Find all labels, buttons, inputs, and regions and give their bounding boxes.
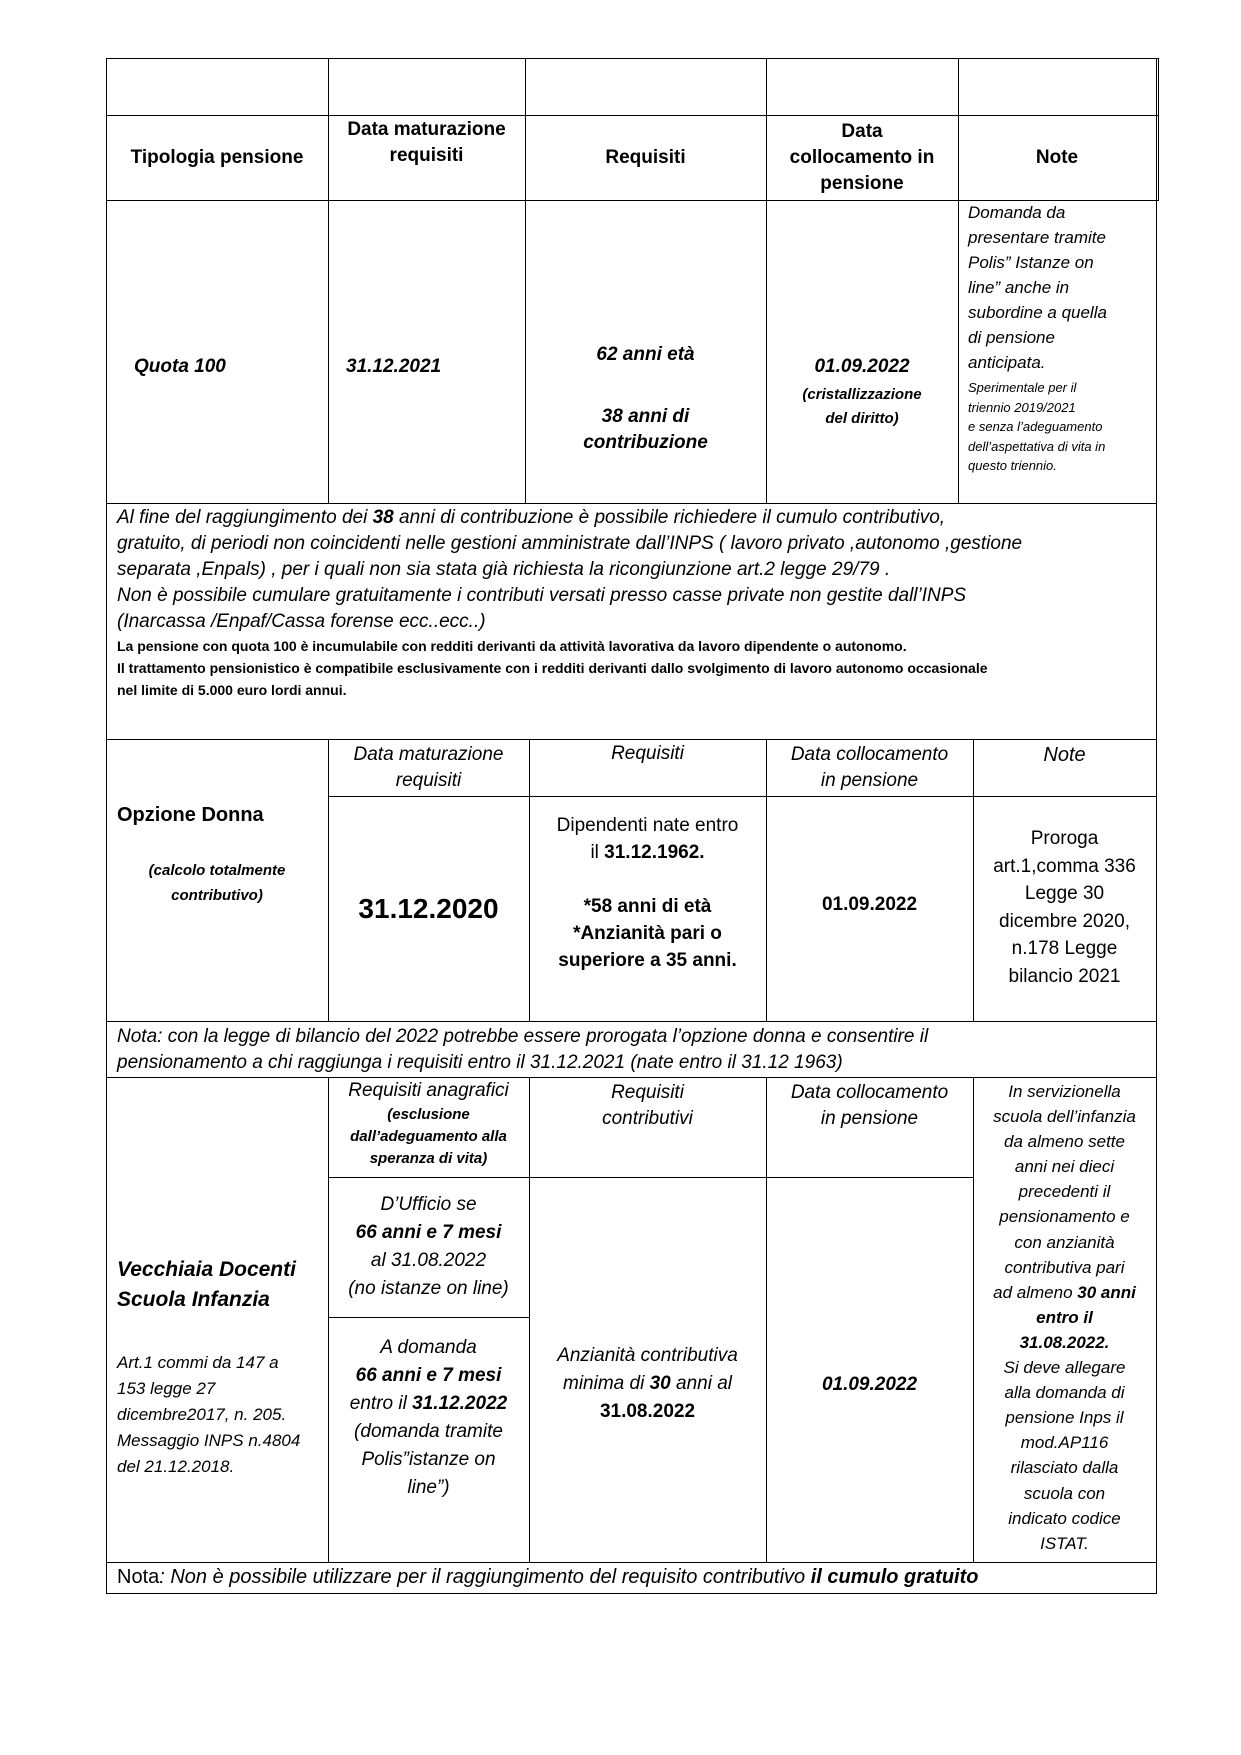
col-line: [766, 1077, 767, 1562]
opzione-nota: [117, 1024, 1153, 1076]
section-title: Scuola Infanzia: [117, 1288, 270, 1311]
requisito-text: il: [590, 842, 605, 863]
quota100-data: [346, 352, 516, 382]
vecchiaia-collocamento: [766, 1370, 973, 1400]
section-title: Opzione Donna: [117, 804, 264, 826]
note-text: ad almeno: [993, 1282, 1078, 1302]
opzione-data: [328, 796, 529, 1021]
opzione-donna-subtitle: [106, 858, 328, 908]
quota100-requisiti-contrib: [525, 400, 766, 460]
note-line: rilasciato dalla: [1010, 1458, 1119, 1478]
domanda-line: Polis”istanze on: [361, 1449, 496, 1470]
requisito-line: *Anzianità pari o: [573, 923, 722, 944]
header-text: Note: [1035, 146, 1079, 168]
nota-label: Nota: [117, 1566, 160, 1588]
vecchiaia-domanda: [328, 1334, 529, 1514]
maturazione-date: 31.12.2020: [358, 892, 499, 924]
header-text: in pensione: [820, 769, 919, 791]
quota100-title: Quota 100: [134, 356, 226, 377]
domanda-text: entro il: [349, 1393, 413, 1414]
note-line: Legge 30: [1024, 883, 1105, 904]
table-border-right-top: [1158, 58, 1159, 200]
header-tipologia: [106, 115, 328, 200]
quota100-requisiti: [525, 340, 766, 370]
ref-line: 153 legge 27: [117, 1379, 216, 1398]
row-line: [106, 58, 1159, 59]
opzione-header-data: [328, 739, 529, 796]
paragraph-line: [117, 505, 1153, 531]
note-line: indicato codice: [1008, 1508, 1121, 1528]
header-note: (esclusione: [387, 1106, 470, 1123]
requisito-line: *58 anni di età: [583, 896, 712, 917]
quota100-note: [968, 200, 1154, 380]
table-border-left: [106, 58, 107, 1593]
note-small-line: triennio 2019/2021: [968, 399, 1076, 415]
nota-line: Nota: con la legge di bilancio del 2022 potrebbe essere prorogata l’opzione donna e consentire il: [117, 1026, 929, 1047]
contrib-text: minima di: [563, 1373, 650, 1394]
note-line: scuola con: [1023, 1483, 1106, 1503]
vecchiaia-ufficio: [328, 1177, 529, 1317]
note-line: contributiva pari: [1004, 1257, 1125, 1277]
header-text: Data collocamento: [790, 1082, 949, 1103]
note-bold: 30 anni: [1077, 1282, 1136, 1302]
collocamento-note: del diritto): [825, 410, 899, 427]
opzione-header-requisiti: [529, 739, 766, 769]
header-text: contributivi: [602, 1108, 693, 1129]
paragraph-line: La pensione con quota 100 è incumulabile con redditi derivanti da attività lavorativa da lavoro dipendente o autonomo.: [117, 638, 907, 654]
opzione-header-collocamento: [766, 739, 973, 796]
opzione-collocamento: [766, 890, 973, 920]
vecchiaia-nota: [117, 1563, 1153, 1591]
header-note: [958, 115, 1156, 200]
row-line: [106, 503, 1157, 504]
vecchiaia-header-contributivi: [529, 1078, 766, 1134]
requisito-contrib: 38 anni di: [601, 406, 690, 427]
nota-text: : Non è possibile utilizzare per il raggiungimento del requisito contributivo: [159, 1566, 811, 1588]
header-text: requisiti: [389, 145, 464, 166]
ufficio-line: D’Ufficio se: [380, 1194, 477, 1215]
contrib-text: anni al: [670, 1373, 732, 1394]
note-line: 31.08.2022.: [1019, 1332, 1110, 1352]
header-note: speranza di vita): [369, 1150, 488, 1167]
note-line: subordine a quella: [968, 303, 1107, 322]
collocamento-note: (cristallizzazione: [802, 386, 922, 403]
section-subtitle: (calcolo totalmente: [148, 862, 286, 879]
ref-line: Messaggio INPS n.4804: [117, 1431, 301, 1450]
paragraph-line: separata ,Enpals) , per i quali non sia stata già richiesta la ricongiunzione art.2 legge 29/79 .: [117, 559, 891, 580]
collocamento-date: 01.09.2022: [821, 894, 918, 915]
paragraph-line: gratuito, di periodi non coincidenti nelle gestioni amministrate dall’INPS ( lavoro privato ,autonomo ,gestione: [117, 533, 1023, 554]
domanda-line: (domanda tramite: [354, 1421, 503, 1442]
contrib-bold: 30: [649, 1373, 671, 1394]
row-line: [106, 1593, 1157, 1594]
note-line: bilancio 2021: [1008, 965, 1121, 987]
note-line: pensione Inps il: [1005, 1408, 1124, 1428]
section-subtitle: contributivo): [171, 887, 263, 904]
header-text: Requisiti: [605, 146, 686, 168]
quota100-paragraph: [117, 505, 1153, 701]
note-line: line” anche in: [968, 278, 1070, 297]
quota100-date: 31.12.2021: [346, 356, 442, 377]
header-data-collocamento: [766, 115, 958, 200]
note-line: mod.AP116: [1020, 1433, 1109, 1453]
paragraph-text: Al fine del raggiungimento dei: [117, 507, 373, 528]
contrib-line: 31.08.2022: [599, 1401, 696, 1422]
note-small-line: e senza l’adeguamento: [968, 419, 1103, 434]
ref-line: dicembre2017, n. 205.: [117, 1405, 287, 1424]
header-text: requisiti: [395, 769, 462, 791]
ref-line: del 21.12.2018.: [117, 1457, 235, 1476]
note-small-line: questo triennio.: [968, 458, 1057, 473]
domanda-date: 31.12.2022: [412, 1393, 508, 1414]
opzione-requisiti: [529, 812, 766, 1002]
vecchiaia-header-anagrafici: [328, 1078, 529, 1176]
note-line: In servizionella: [1008, 1082, 1121, 1101]
domanda-line: A domanda: [380, 1337, 477, 1358]
header-note: dall’adeguamento alla: [350, 1128, 507, 1145]
ufficio-line: 66 anni e 7 mesi: [355, 1222, 502, 1243]
quota100-collocamento-note: [766, 382, 958, 432]
domanda-line: line”): [407, 1477, 450, 1498]
paragraph-line: Il trattamento pensionistico è compatibile esclusivamente con i redditi derivanti dallo svolgimento di lavoro autonomo occasionale: [117, 660, 988, 676]
note-line: precedenti il: [1018, 1182, 1111, 1202]
requisito-line: superiore a 35 anni.: [558, 950, 737, 971]
note-line: da almeno sette: [1004, 1132, 1125, 1152]
nota-line: pensionamento a chi raggiunga i requisiti entro il 31.12.2021 (nate entro il 31.12 1963): [117, 1052, 843, 1073]
note-line: anni nei dieci: [1014, 1157, 1115, 1177]
ref-line: Art.1 commi da 147 a: [117, 1353, 279, 1372]
header-text: Data: [841, 120, 883, 142]
section-title: Vecchiaia Docenti: [117, 1258, 296, 1281]
vecchiaia-note: [973, 1079, 1156, 1561]
quota100-collocamento: [766, 352, 958, 382]
header-requisiti: [525, 115, 766, 200]
requisito-contrib: contribuzione: [583, 432, 708, 453]
note-line: Domanda da: [968, 203, 1066, 222]
note-line: con anzianità: [1014, 1232, 1115, 1252]
table-border-right: [1156, 58, 1157, 1593]
header-text: in pensione: [820, 1108, 919, 1129]
nota-bold: il cumulo gratuito: [810, 1566, 979, 1588]
requisito-eta: 62 anni età: [596, 344, 695, 365]
note-line: ISTAT.: [1040, 1533, 1089, 1553]
header-text: Data maturazione: [353, 743, 504, 765]
contrib-line: [563, 1370, 732, 1398]
collocamento-date: 01.09.2022: [821, 1374, 918, 1395]
quota100-tipologia: [134, 352, 324, 382]
note-line: pensionamento e: [999, 1207, 1130, 1227]
collocamento-date: 01.09.2022: [814, 356, 910, 377]
note-line: scuola dell’infanzia: [993, 1107, 1136, 1127]
note-small-line: dell’aspettativa di vita in: [968, 438, 1106, 454]
ufficio-line: al 31.08.2022: [370, 1250, 487, 1271]
header-text: Data maturazione: [347, 119, 506, 140]
note-small-line: Sperimentale per il: [968, 380, 1077, 395]
note-line: presentare tramite: [968, 228, 1106, 247]
opzione-header-note: [973, 739, 1156, 771]
note-line: art.1,comma 336: [993, 855, 1136, 877]
note-line: entro il: [1036, 1307, 1093, 1327]
requisito-date: 31.12.1962.: [604, 842, 705, 863]
note-line: Si deve allegare: [1003, 1358, 1126, 1378]
ufficio-line: (no istanze on line): [348, 1278, 509, 1299]
domanda-line: [350, 1390, 507, 1418]
note-line: Proroga: [1030, 828, 1099, 849]
vecchiaia-title: [117, 1255, 325, 1315]
domanda-line: 66 anni e 7 mesi: [355, 1365, 502, 1386]
note-line: di pensione: [968, 328, 1055, 347]
paragraph-bold: 38: [372, 507, 394, 528]
paragraph-text: anni di contribuzione è possibile richiedere il cumulo contributivo,: [393, 507, 946, 528]
opzione-note: [973, 825, 1156, 995]
quota100-note-small: [968, 378, 1154, 478]
requisito-line: [590, 839, 704, 866]
header-text: collocamento in: [789, 146, 935, 168]
row-line: [328, 1317, 529, 1318]
header-text: Requisiti: [611, 743, 684, 764]
header-text: Requisiti: [611, 1082, 684, 1103]
header-text: Note: [1043, 744, 1086, 766]
note-line: anticipata.: [968, 353, 1046, 372]
note-line: n.178 Legge: [1011, 938, 1118, 959]
paragraph-line: (Inarcassa /Enpaf/Cassa forense ecc..ecc..): [117, 611, 486, 632]
contrib-line: Anzianità contributiva: [557, 1345, 738, 1366]
header-text: pensione: [820, 172, 904, 194]
row-line: [106, 1021, 1157, 1022]
note-line: [993, 1280, 1136, 1305]
header-tipologia-text: Tipologia pensione: [130, 146, 304, 168]
note-line: dicembre 2020,: [999, 910, 1130, 932]
col-line: [529, 1077, 530, 1562]
vecchiaia-refs: [117, 1350, 325, 1485]
opzione-donna-title: [117, 800, 325, 830]
vecchiaia-contributivi: [529, 1342, 766, 1426]
paragraph-line: nel limite di 5.000 euro lordi annui.: [117, 682, 347, 698]
header-text: Data collocamento: [790, 743, 949, 765]
header-text: Requisiti anagrafici: [348, 1080, 509, 1101]
note-line: alla domanda di: [1004, 1383, 1125, 1403]
header-data-maturazione: [328, 115, 525, 200]
paragraph-line: Non è possibile cumulare gratuitamente i contributi versati presso casse private non gestite dall’INPS: [117, 585, 967, 606]
requisito-line: Dipendenti nate entro: [556, 815, 739, 836]
vecchiaia-header-collocamento: [766, 1078, 973, 1134]
note-line: Polis” Istanze on: [968, 253, 1094, 272]
nota-line: [117, 1563, 1153, 1591]
